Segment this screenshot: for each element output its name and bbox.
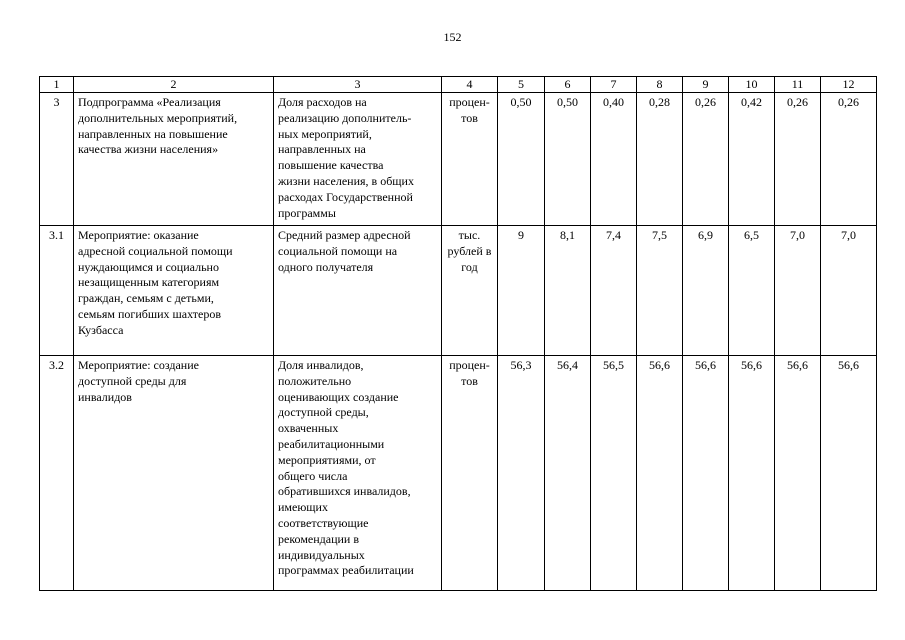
table-row <box>40 93 877 226</box>
value-cell: 56,6 <box>775 356 821 591</box>
value-cell: 0,26 <box>683 93 729 226</box>
value-cell: 9 <box>498 226 545 356</box>
value-cell: 7,0 <box>821 226 877 356</box>
header-cell: 2 <box>74 77 274 93</box>
activity-name: Мероприятие: создание доступной среды для инвалидов <box>74 356 274 591</box>
unit: процен- тов <box>442 356 498 591</box>
value-cell: 0,42 <box>729 93 775 226</box>
value-cell: 7,4 <box>591 226 637 356</box>
unit: тыс. рублей в год <box>442 226 498 356</box>
value-cell: 56,4 <box>545 356 591 591</box>
value-cell: 0,50 <box>498 93 545 226</box>
value-cell: 56,6 <box>729 356 775 591</box>
header-cell: 12 <box>821 77 877 93</box>
value-cell: 56,6 <box>683 356 729 591</box>
value-cell: 0,40 <box>591 93 637 226</box>
indicator-name: Доля инвалидов, положительно оценивающих создание доступной среды, охваченных реабилитационными мероприятиями, от общего числа обратившихся инвалидов, имеющих соответствующие рекомендации в индивидуальных программах реабилитации <box>274 356 442 591</box>
header-cell: 10 <box>729 77 775 93</box>
value-cell: 6,5 <box>729 226 775 356</box>
value-cell: 0,26 <box>821 93 877 226</box>
page-number: 152 <box>443 30 462 44</box>
value-cell: 0,28 <box>637 93 683 226</box>
header-cell: 1 <box>40 77 74 93</box>
header-cell: 7 <box>591 77 637 93</box>
value-cell: 56,6 <box>637 356 683 591</box>
value-cell: 0,26 <box>775 93 821 226</box>
value-cell: 56,6 <box>821 356 877 591</box>
header-cell: 6 <box>545 77 591 93</box>
header-cell: 4 <box>442 77 498 93</box>
activity-name: Подпрограмма «Реализация дополнительных мероприятий, направленных на повышение качества жизни населения» <box>74 93 274 226</box>
unit: процен- тов <box>442 93 498 226</box>
header-cell: 3 <box>274 77 442 93</box>
row-number: 3.1 <box>40 226 74 356</box>
value-cell: 7,0 <box>775 226 821 356</box>
value-cell: 8,1 <box>545 226 591 356</box>
value-cell: 7,5 <box>637 226 683 356</box>
indicator-name: Доля расходов на реализацию дополнитель- ных мероприятий, направленных на повышение качества жизни населения, в общих расходах Государственной программы <box>274 93 442 226</box>
header-cell: 5 <box>498 77 545 93</box>
table-row <box>40 356 877 591</box>
indicator-name: Средний размер адресной социальной помощи на одного получателя <box>274 226 442 356</box>
header-cell: 11 <box>775 77 821 93</box>
row-number: 3 <box>40 93 74 226</box>
value-cell: 6,9 <box>683 226 729 356</box>
header-cell: 8 <box>637 77 683 93</box>
value-cell: 56,3 <box>498 356 545 591</box>
value-cell: 0,50 <box>545 93 591 226</box>
header-row <box>40 77 877 93</box>
indicators-table <box>39 76 877 591</box>
value-cell: 56,5 <box>591 356 637 591</box>
row-number: 3.2 <box>40 356 74 591</box>
header-cell: 9 <box>683 77 729 93</box>
table-row <box>40 226 877 356</box>
activity-name: Мероприятие: оказание адресной социальной помощи нуждающимся и социально незащищенным категориям граждан, семьям с детьми, семьям погибших шахтеров Кузбасса <box>74 226 274 356</box>
